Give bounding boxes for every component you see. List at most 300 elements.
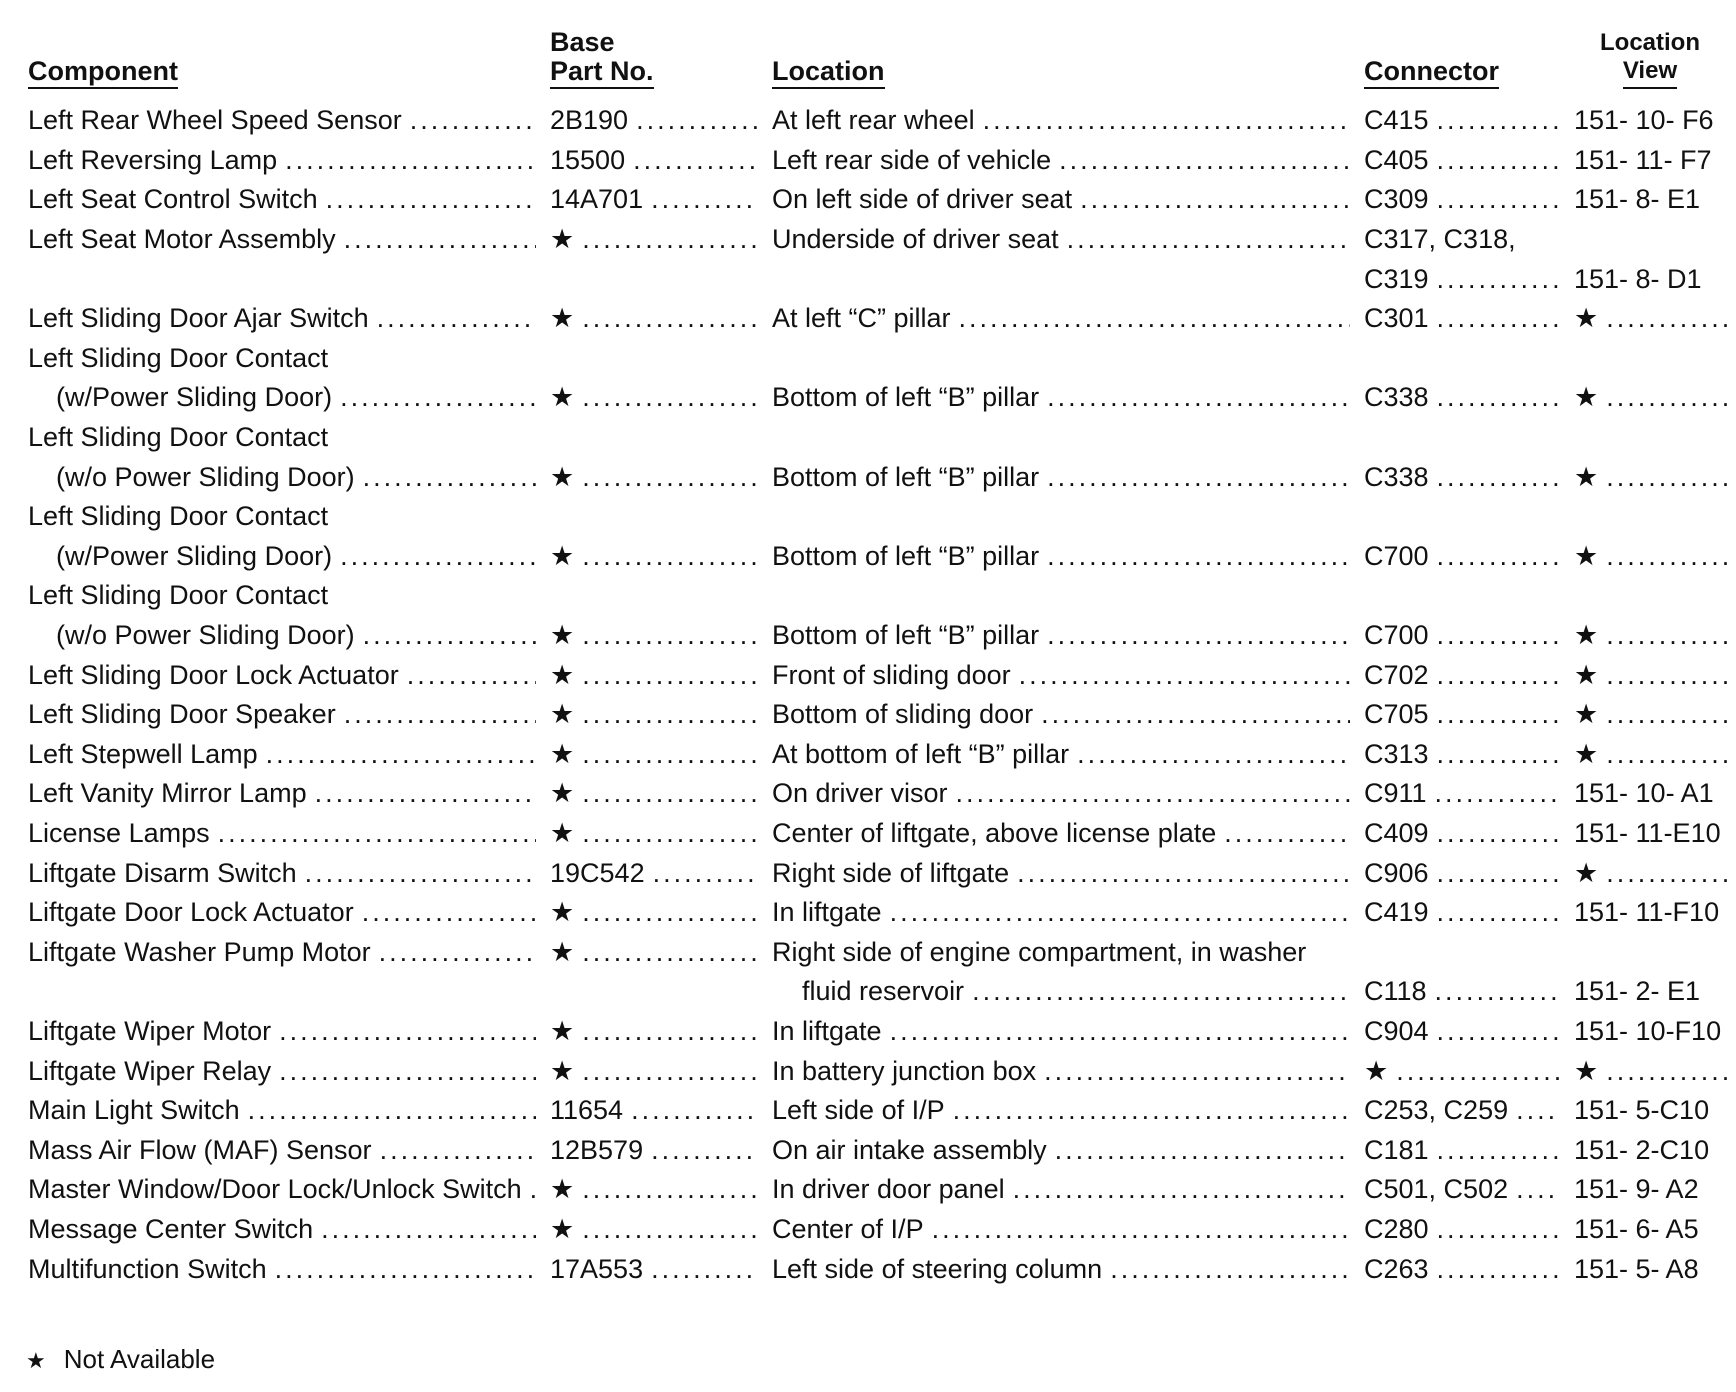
leader-dots: [1606, 1056, 1732, 1087]
component-cell-text: Left Sliding Door Ajar Switch: [28, 303, 369, 334]
location-cell: [766, 497, 1358, 537]
table-row: [22, 1170, 1732, 1210]
part-number-cell: [544, 1210, 766, 1250]
leader-dots: [1516, 1095, 1560, 1126]
location-cell-text: In liftgate: [772, 1015, 882, 1046]
component-cell: [22, 299, 544, 339]
connector-cell: [1358, 774, 1568, 814]
component-cell: [22, 695, 544, 735]
connector-cell-text: C263: [1364, 1253, 1429, 1284]
leader-dots: [1606, 541, 1732, 572]
leader-dots: [582, 778, 758, 809]
leader-dots: [582, 937, 758, 968]
part-number-cell: [544, 853, 766, 893]
location-cell-text: In liftgate: [772, 897, 882, 928]
connector-cell: [1358, 220, 1568, 260]
component-cell: [22, 735, 544, 775]
part-number-cell-text: 15500: [550, 144, 626, 175]
leader-dots: [363, 462, 536, 493]
connector-cell-text: C319: [1364, 263, 1429, 294]
leader-dots: [1077, 739, 1350, 770]
table-header-row: [22, 28, 1732, 101]
table-row: [22, 457, 1732, 497]
table-row: [22, 735, 1732, 775]
part-number-cell-text: ★: [550, 936, 575, 967]
location-view-cell: [1568, 1012, 1732, 1052]
location-cell-text: On air intake assembly: [772, 1134, 1047, 1165]
part-number-cell: [544, 774, 766, 814]
location-cell-text: Center of liftgate, above license plate: [772, 817, 1217, 848]
component-cell: [22, 1249, 544, 1289]
leader-dots: [1437, 1016, 1560, 1047]
part-number-cell-text: ★: [550, 461, 575, 492]
location-view-cell: [1568, 972, 1732, 1012]
part-number-cell: [544, 299, 766, 339]
leader-dots: [890, 1016, 1350, 1047]
table-row: [22, 932, 1732, 972]
connector-cell: [1358, 1130, 1568, 1170]
location-view-cell: [1568, 932, 1732, 972]
component-cell-text: Liftgate Door Lock Actuator: [28, 897, 354, 928]
location-cell-text: Center of I/P: [772, 1213, 924, 1244]
table-body: [22, 101, 1732, 1289]
connector-cell-text: C118: [1364, 976, 1427, 1007]
table-row: [22, 537, 1732, 577]
leader-dots: [377, 303, 536, 334]
table-row: [22, 655, 1732, 695]
connector-cell-text: C700: [1364, 540, 1429, 571]
component-cell-text: Liftgate Washer Pump Motor: [28, 936, 371, 967]
leader-dots: [1435, 778, 1560, 809]
component-cell: [22, 457, 544, 497]
location-cell: [766, 339, 1358, 379]
leader-dots: [582, 382, 758, 413]
part-number-cell: [544, 893, 766, 933]
location-cell: [766, 655, 1358, 695]
table-row: [22, 220, 1732, 260]
location-cell: [766, 101, 1358, 141]
connector-cell-text: C313: [1364, 738, 1429, 769]
leader-dots: [1437, 303, 1560, 334]
footnote: [26, 1344, 215, 1375]
leader-dots: [1606, 303, 1732, 334]
connector-cell-text: C338: [1364, 461, 1429, 492]
part-number-cell-text: 17A553: [550, 1253, 644, 1284]
leader-dots: [1437, 105, 1560, 136]
location-view-cell: [1568, 378, 1732, 418]
component-cell-text: Left Sliding Door Contact: [28, 501, 329, 532]
table-row: [22, 378, 1732, 418]
connector-cell-text: C702: [1364, 659, 1429, 690]
location-cell: [766, 1170, 1358, 1210]
component-cell: [22, 893, 544, 933]
part-number-cell-text: ★: [550, 659, 575, 690]
leader-dots: [1606, 699, 1732, 730]
leader-dots: [344, 224, 536, 255]
connector-cell-text: C911: [1364, 778, 1427, 809]
leader-dots: [1606, 660, 1732, 691]
part-number-cell: [544, 259, 766, 299]
component-cell-text: Message Center Switch: [28, 1213, 314, 1244]
location-cell: [766, 378, 1358, 418]
leader-dots: [1437, 541, 1560, 572]
part-number-cell: [544, 220, 766, 260]
connector-cell: [1358, 141, 1568, 181]
leader-dots: [340, 541, 536, 572]
location-cell-text: Bottom of sliding door: [772, 699, 1034, 730]
location-view-cell: [1568, 1249, 1732, 1289]
part-number-cell-text: 12B579: [550, 1134, 644, 1165]
leader-dots: [1055, 1135, 1350, 1166]
location-cell-text: At left rear wheel: [772, 105, 975, 136]
leader-dots: [1041, 699, 1350, 730]
leader-dots: [279, 1056, 536, 1087]
leader-dots: [1516, 1174, 1560, 1205]
part-number-cell: [544, 655, 766, 695]
component-cell: [22, 339, 544, 379]
connector-cell-text: C253, C259: [1364, 1095, 1509, 1126]
leader-dots: [1435, 976, 1560, 1007]
leader-dots: [636, 105, 758, 136]
location-cell: [766, 418, 1358, 458]
connector-cell: [1358, 932, 1568, 972]
location-view-cell: [1568, 735, 1732, 775]
leader-dots: [275, 1254, 536, 1285]
table-row: [22, 101, 1732, 141]
location-view-cell: [1568, 1210, 1732, 1250]
component-cell: [22, 853, 544, 893]
component-cell-text: (w/o Power Sliding Door): [56, 461, 355, 492]
location-view-cell: [1568, 299, 1732, 339]
leader-dots: [321, 1214, 536, 1245]
location-view-cell-text: ★: [1574, 857, 1599, 888]
part-number-cell: [544, 814, 766, 854]
component-cell: [22, 1091, 544, 1131]
location-view-cell-text: 151- 2- E1: [1574, 976, 1701, 1007]
leader-dots: [362, 897, 536, 928]
component-cell-text: Left Rear Wheel Speed Sensor: [28, 105, 402, 136]
component-cell: [22, 378, 544, 418]
component-cell: [22, 932, 544, 972]
connector-cell: [1358, 101, 1568, 141]
location-view-cell: [1568, 655, 1732, 695]
location-cell: [766, 537, 1358, 577]
leader-dots: [1437, 1214, 1560, 1245]
part-number-cell-text: 14A701: [550, 184, 644, 215]
location-view-cell: [1568, 616, 1732, 656]
leader-dots: [1437, 1135, 1560, 1166]
leader-dots: [1437, 1254, 1560, 1285]
location-cell-text: At bottom of left “B” pillar: [772, 738, 1070, 769]
location-cell: [766, 576, 1358, 616]
location-cell-text: Left rear side of vehicle: [772, 144, 1052, 175]
location-view-cell-text: ★: [1574, 620, 1599, 651]
component-cell: [22, 497, 544, 537]
component-cell: [22, 220, 544, 260]
location-view-cell-text: 151- 11- F7: [1574, 144, 1712, 175]
leader-dots: [1606, 620, 1732, 651]
location-cell: [766, 1051, 1358, 1091]
leader-dots: [248, 1095, 536, 1126]
star-icon: ★: [26, 1348, 46, 1373]
leader-dots: [972, 976, 1350, 1007]
location-view-cell-text: ★: [1574, 659, 1599, 690]
component-cell-text: Left Sliding Door Contact: [28, 342, 329, 373]
table-row: [22, 616, 1732, 656]
component-cell: [22, 418, 544, 458]
connector-cell-text: C700: [1364, 620, 1429, 651]
location-view-cell: [1568, 259, 1732, 299]
leader-dots: [1437, 660, 1560, 691]
leader-dots: [1019, 660, 1350, 691]
location-cell: [766, 774, 1358, 814]
leader-dots: [1606, 462, 1732, 493]
connector-cell-text: C301: [1364, 303, 1429, 334]
location-view-cell: [1568, 537, 1732, 577]
component-cell-text: Left Reversing Lamp: [28, 144, 278, 175]
table-row: [22, 497, 1732, 537]
connector-cell-text: C405: [1364, 144, 1429, 175]
location-cell-text: In driver door panel: [772, 1174, 1005, 1205]
leader-dots: [410, 105, 536, 136]
table-row: [22, 1210, 1732, 1250]
leader-dots: [1437, 739, 1560, 770]
table-row: [22, 1130, 1732, 1170]
component-cell-text: Left Sliding Door Contact: [28, 580, 329, 611]
location-cell: [766, 695, 1358, 735]
location-view-cell: [1568, 180, 1732, 220]
connector-cell: [1358, 497, 1568, 537]
part-number-cell-text: ★: [550, 1213, 575, 1244]
connector-cell: [1358, 180, 1568, 220]
component-cell-text: Left Seat Motor Assembly: [28, 224, 336, 255]
part-number-cell-text: 19C542: [550, 857, 645, 888]
leader-dots: [1110, 1254, 1350, 1285]
leader-dots: [1017, 858, 1350, 889]
location-cell: [766, 180, 1358, 220]
location-view-cell: [1568, 576, 1732, 616]
leader-dots: [582, 818, 758, 849]
component-cell: [22, 774, 544, 814]
part-number-cell: [544, 972, 766, 1012]
header-part-number: Base Part No.: [544, 28, 766, 101]
part-number-cell: [544, 932, 766, 972]
location-view-cell-text: 151- 5- A8: [1574, 1253, 1699, 1284]
part-number-cell-text: ★: [550, 303, 575, 334]
leader-dots: [379, 937, 536, 968]
location-cell-text: Right side of engine compartment, in washer: [772, 936, 1307, 967]
location-cell: [766, 457, 1358, 497]
location-view-cell-text: ★: [1574, 738, 1599, 769]
location-view-cell: [1568, 220, 1732, 260]
part-number-cell-text: ★: [550, 738, 575, 769]
location-cell-text: Right side of liftgate: [772, 857, 1010, 888]
leader-dots: [1437, 699, 1560, 730]
leader-dots: [218, 818, 536, 849]
location-view-cell-text: ★: [1574, 382, 1599, 413]
table-row: [22, 972, 1732, 1012]
table-row: [22, 259, 1732, 299]
part-number-cell: [544, 1130, 766, 1170]
location-view-cell: [1568, 141, 1732, 181]
location-cell: [766, 814, 1358, 854]
connector-cell-text: C705: [1364, 699, 1429, 730]
connector-cell-text: C906: [1364, 857, 1429, 888]
location-cell-text: In battery junction box: [772, 1055, 1037, 1086]
connector-cell: [1358, 695, 1568, 735]
location-cell: [766, 616, 1358, 656]
location-cell: [766, 735, 1358, 775]
leader-dots: [1047, 382, 1350, 413]
location-cell: [766, 1012, 1358, 1052]
part-number-cell-text: ★: [550, 382, 575, 413]
leader-dots: [315, 778, 536, 809]
location-view-cell: [1568, 853, 1732, 893]
location-view-cell-text: 151- 10-F10: [1574, 1015, 1722, 1046]
table-row: [22, 1091, 1732, 1131]
part-number-cell: [544, 378, 766, 418]
leader-dots: [1437, 264, 1560, 295]
table-row: [22, 180, 1732, 220]
connector-cell-text: C181: [1364, 1134, 1429, 1165]
connector-cell-text: C415: [1364, 105, 1429, 136]
header-connector: Connector: [1358, 28, 1568, 101]
connector-cell-text: C409: [1364, 817, 1429, 848]
component-cell: [22, 101, 544, 141]
leader-dots: [530, 1174, 536, 1205]
component-cell: [22, 1012, 544, 1052]
location-cell: [766, 1249, 1358, 1289]
component-cell-text: Liftgate Wiper Relay: [28, 1055, 272, 1086]
leader-dots: [1606, 739, 1732, 770]
leader-dots: [1047, 462, 1350, 493]
connector-cell: [1358, 339, 1568, 379]
location-cell: [766, 853, 1358, 893]
component-cell: [22, 1210, 544, 1250]
leader-dots: [953, 1095, 1350, 1126]
connector-cell: [1358, 418, 1568, 458]
part-number-cell: [544, 576, 766, 616]
component-cell-text: License Lamps: [28, 817, 210, 848]
table-row: [22, 299, 1732, 339]
table-row: [22, 339, 1732, 379]
connector-cell-text: ★: [1364, 1055, 1389, 1086]
location-cell: [766, 932, 1358, 972]
connector-cell: [1358, 1170, 1568, 1210]
leader-dots: [582, 1214, 758, 1245]
location-view-cell-text: 151- 2-C10: [1574, 1134, 1710, 1165]
component-cell-text: Liftgate Disarm Switch: [28, 857, 297, 888]
connector-cell-text: C419: [1364, 897, 1429, 928]
leader-dots: [582, 699, 758, 730]
connector-cell: [1358, 655, 1568, 695]
location-view-cell: [1568, 1051, 1732, 1091]
part-number-cell: [544, 735, 766, 775]
part-number-cell: [544, 141, 766, 181]
connector-cell: [1358, 1210, 1568, 1250]
component-cell-text: Liftgate Wiper Motor: [28, 1015, 272, 1046]
table-row: [22, 695, 1732, 735]
connector-cell: [1358, 576, 1568, 616]
leader-dots: [1437, 382, 1560, 413]
connector-cell-text: C904: [1364, 1015, 1429, 1046]
location-view-cell-text: 151- 5-C10: [1574, 1095, 1710, 1126]
part-number-cell-text: ★: [550, 224, 575, 255]
location-cell-text: On left side of driver seat: [772, 184, 1073, 215]
part-number-cell: [544, 537, 766, 577]
part-number-cell-text: ★: [550, 699, 575, 730]
component-cell-text: Master Window/Door Lock/Unlock Switch: [28, 1174, 522, 1205]
leader-dots: [1437, 462, 1560, 493]
location-cell: [766, 1130, 1358, 1170]
table-row: [22, 853, 1732, 893]
part-number-cell: [544, 457, 766, 497]
leader-dots: [1047, 541, 1350, 572]
leader-dots: [1437, 620, 1560, 651]
leader-dots: [1396, 1056, 1560, 1087]
location-view-cell: [1568, 497, 1732, 537]
location-cell-text: Bottom of left “B” pillar: [772, 620, 1040, 651]
component-cell: [22, 655, 544, 695]
leader-dots: [1044, 1056, 1350, 1087]
part-number-cell: [544, 1051, 766, 1091]
leader-dots: [326, 184, 536, 215]
component-cell-text: Left Sliding Door Speaker: [28, 699, 336, 730]
location-view-cell: [1568, 1170, 1732, 1210]
leader-dots: [582, 1174, 758, 1205]
leader-dots: [344, 699, 536, 730]
connector-cell: [1358, 814, 1568, 854]
part-number-cell: [544, 695, 766, 735]
location-view-cell-text: 151- 11-F10: [1574, 897, 1720, 928]
leader-dots: [582, 1056, 758, 1087]
leader-dots: [266, 739, 536, 770]
table-row: [22, 576, 1732, 616]
leader-dots: [932, 1214, 1350, 1245]
location-cell-text: On driver visor: [772, 778, 948, 809]
location-view-cell-text: 151- 10- F6: [1574, 105, 1714, 136]
table-row: [22, 1051, 1732, 1091]
connector-cell: [1358, 616, 1568, 656]
component-cell: [22, 1170, 544, 1210]
leader-dots: [1067, 224, 1350, 255]
location-cell: [766, 1210, 1358, 1250]
connector-cell-text: C501, C502: [1364, 1174, 1509, 1205]
location-cell: [766, 141, 1358, 181]
leader-dots: [1437, 145, 1560, 176]
connector-cell: [1358, 537, 1568, 577]
component-cell-text: Main Light Switch: [28, 1095, 240, 1126]
part-number-cell-text: ★: [550, 1055, 575, 1086]
connector-cell-text: C338: [1364, 382, 1429, 413]
location-cell: [766, 299, 1358, 339]
part-number-cell: [544, 497, 766, 537]
table-row: [22, 141, 1732, 181]
location-cell: [766, 893, 1358, 933]
connector-cell: [1358, 457, 1568, 497]
connector-cell: [1358, 1091, 1568, 1131]
location-cell-text: fluid reservoir: [802, 976, 965, 1007]
leader-dots: [582, 660, 758, 691]
leader-dots: [890, 897, 1350, 928]
leader-dots: [279, 1016, 536, 1047]
location-view-cell: [1568, 814, 1732, 854]
component-cell-text: Left Vanity Mirror Lamp: [28, 778, 307, 809]
part-number-cell-text: 11654: [550, 1095, 624, 1126]
connector-cell: [1358, 853, 1568, 893]
location-view-cell-text: ★: [1574, 699, 1599, 730]
location-view-cell: [1568, 695, 1732, 735]
